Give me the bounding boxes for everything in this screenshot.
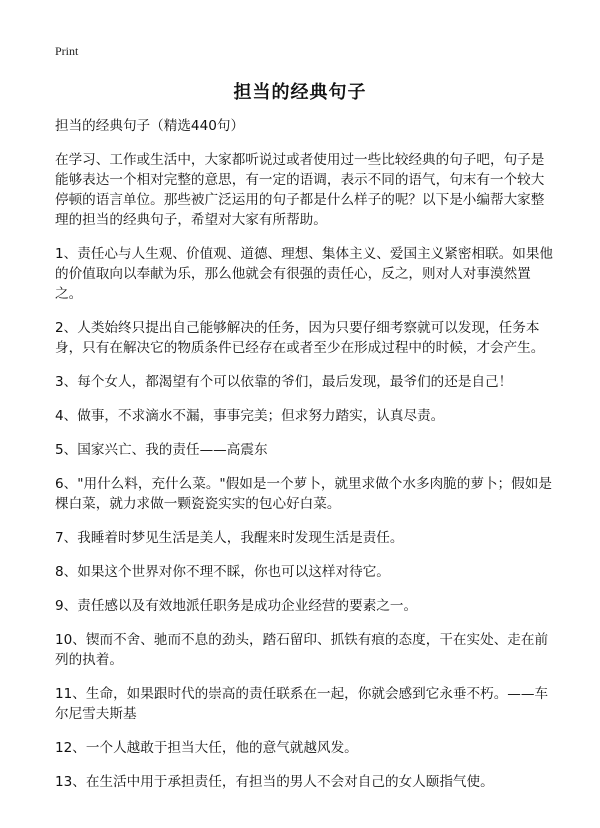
quote-item: 11、生命，如果跟时代的崇高的责任联系在一起，你就会感到它永垂不朽。——车尔尼雪夫斯基 [55,686,549,722]
article-subtitle: 担当的经典句子（精选440句） [55,118,245,134]
article-intro: 在学习、工作或生活中，大家都听说过或者使用过一些比较经典的句子吧，句子是能够表达一个相对完整的意思，有一定的语调，表示不同的语气，句末有一个较大停顿的语言单位。那些被广泛运用的句子都是什么样子的呢？以下是小编帮大家整理的担当的经典句子，希望对大家有所帮助。 [55,152,545,228]
quote-item: 9、责任感以及有效地派任职务是成功企业经营的要素之一。 [55,598,418,614]
quote-item: 5、国家兴亡、我的责任——高震东 [55,442,268,458]
quote-item: 3、每个女人，都渴望有个可以依靠的爷们，最后发现，最爷们的还是自己！ [55,374,513,390]
quote-item: 4、做事，不求滴水不漏，事事完美；但求努力踏实，认真尽责。 [55,408,445,424]
quote-item: 10、锲而不舍、驰而不息的劲头，踏石留印、抓铁有痕的态度，干在实处、走在前列的执着。 [55,632,549,668]
page-title: 担当的经典句子 [233,82,367,103]
article-body [55,116,555,806]
quote-item: 1、责任心与人生观、价值观、道德、理想、集体主义、爱国主义紧密相联。如果他的价值取向以奉献为乐，那么他就会有很强的责任心，反之，则对人对事漠然置之。 [55,246,554,302]
quote-item: 13、在生活中用于承担责任，有担当的男人不会对自己的女人颐指气使。 [55,774,494,790]
quote-item: 7、我睡着时梦见生活是美人，我醒来时发现生活是责任。 [55,530,404,546]
print-link[interactable]: Print [55,44,79,58]
quote-item: 12、一个人越敢于担当大任，他的意气就越风发。 [55,740,358,756]
quote-item: 2、人类始终只提出自己能够解决的任务，因为只要仔细考察就可以发现，任务本身，只有在解决它的物质条件已经存在或者至少在形成过程中的时候，才会产生。 [55,320,545,356]
quote-item: 6、"用什么料，充什么菜。"假如是一个萝卜，就里求做个水多肉脆的萝卜；假如是棵白菜，就力求做一颗瓷瓷实实的包心好白菜。 [55,476,552,512]
quote-item: 8、如果这个世界对你不理不睬，你也可以这样对待它。 [55,564,390,580]
